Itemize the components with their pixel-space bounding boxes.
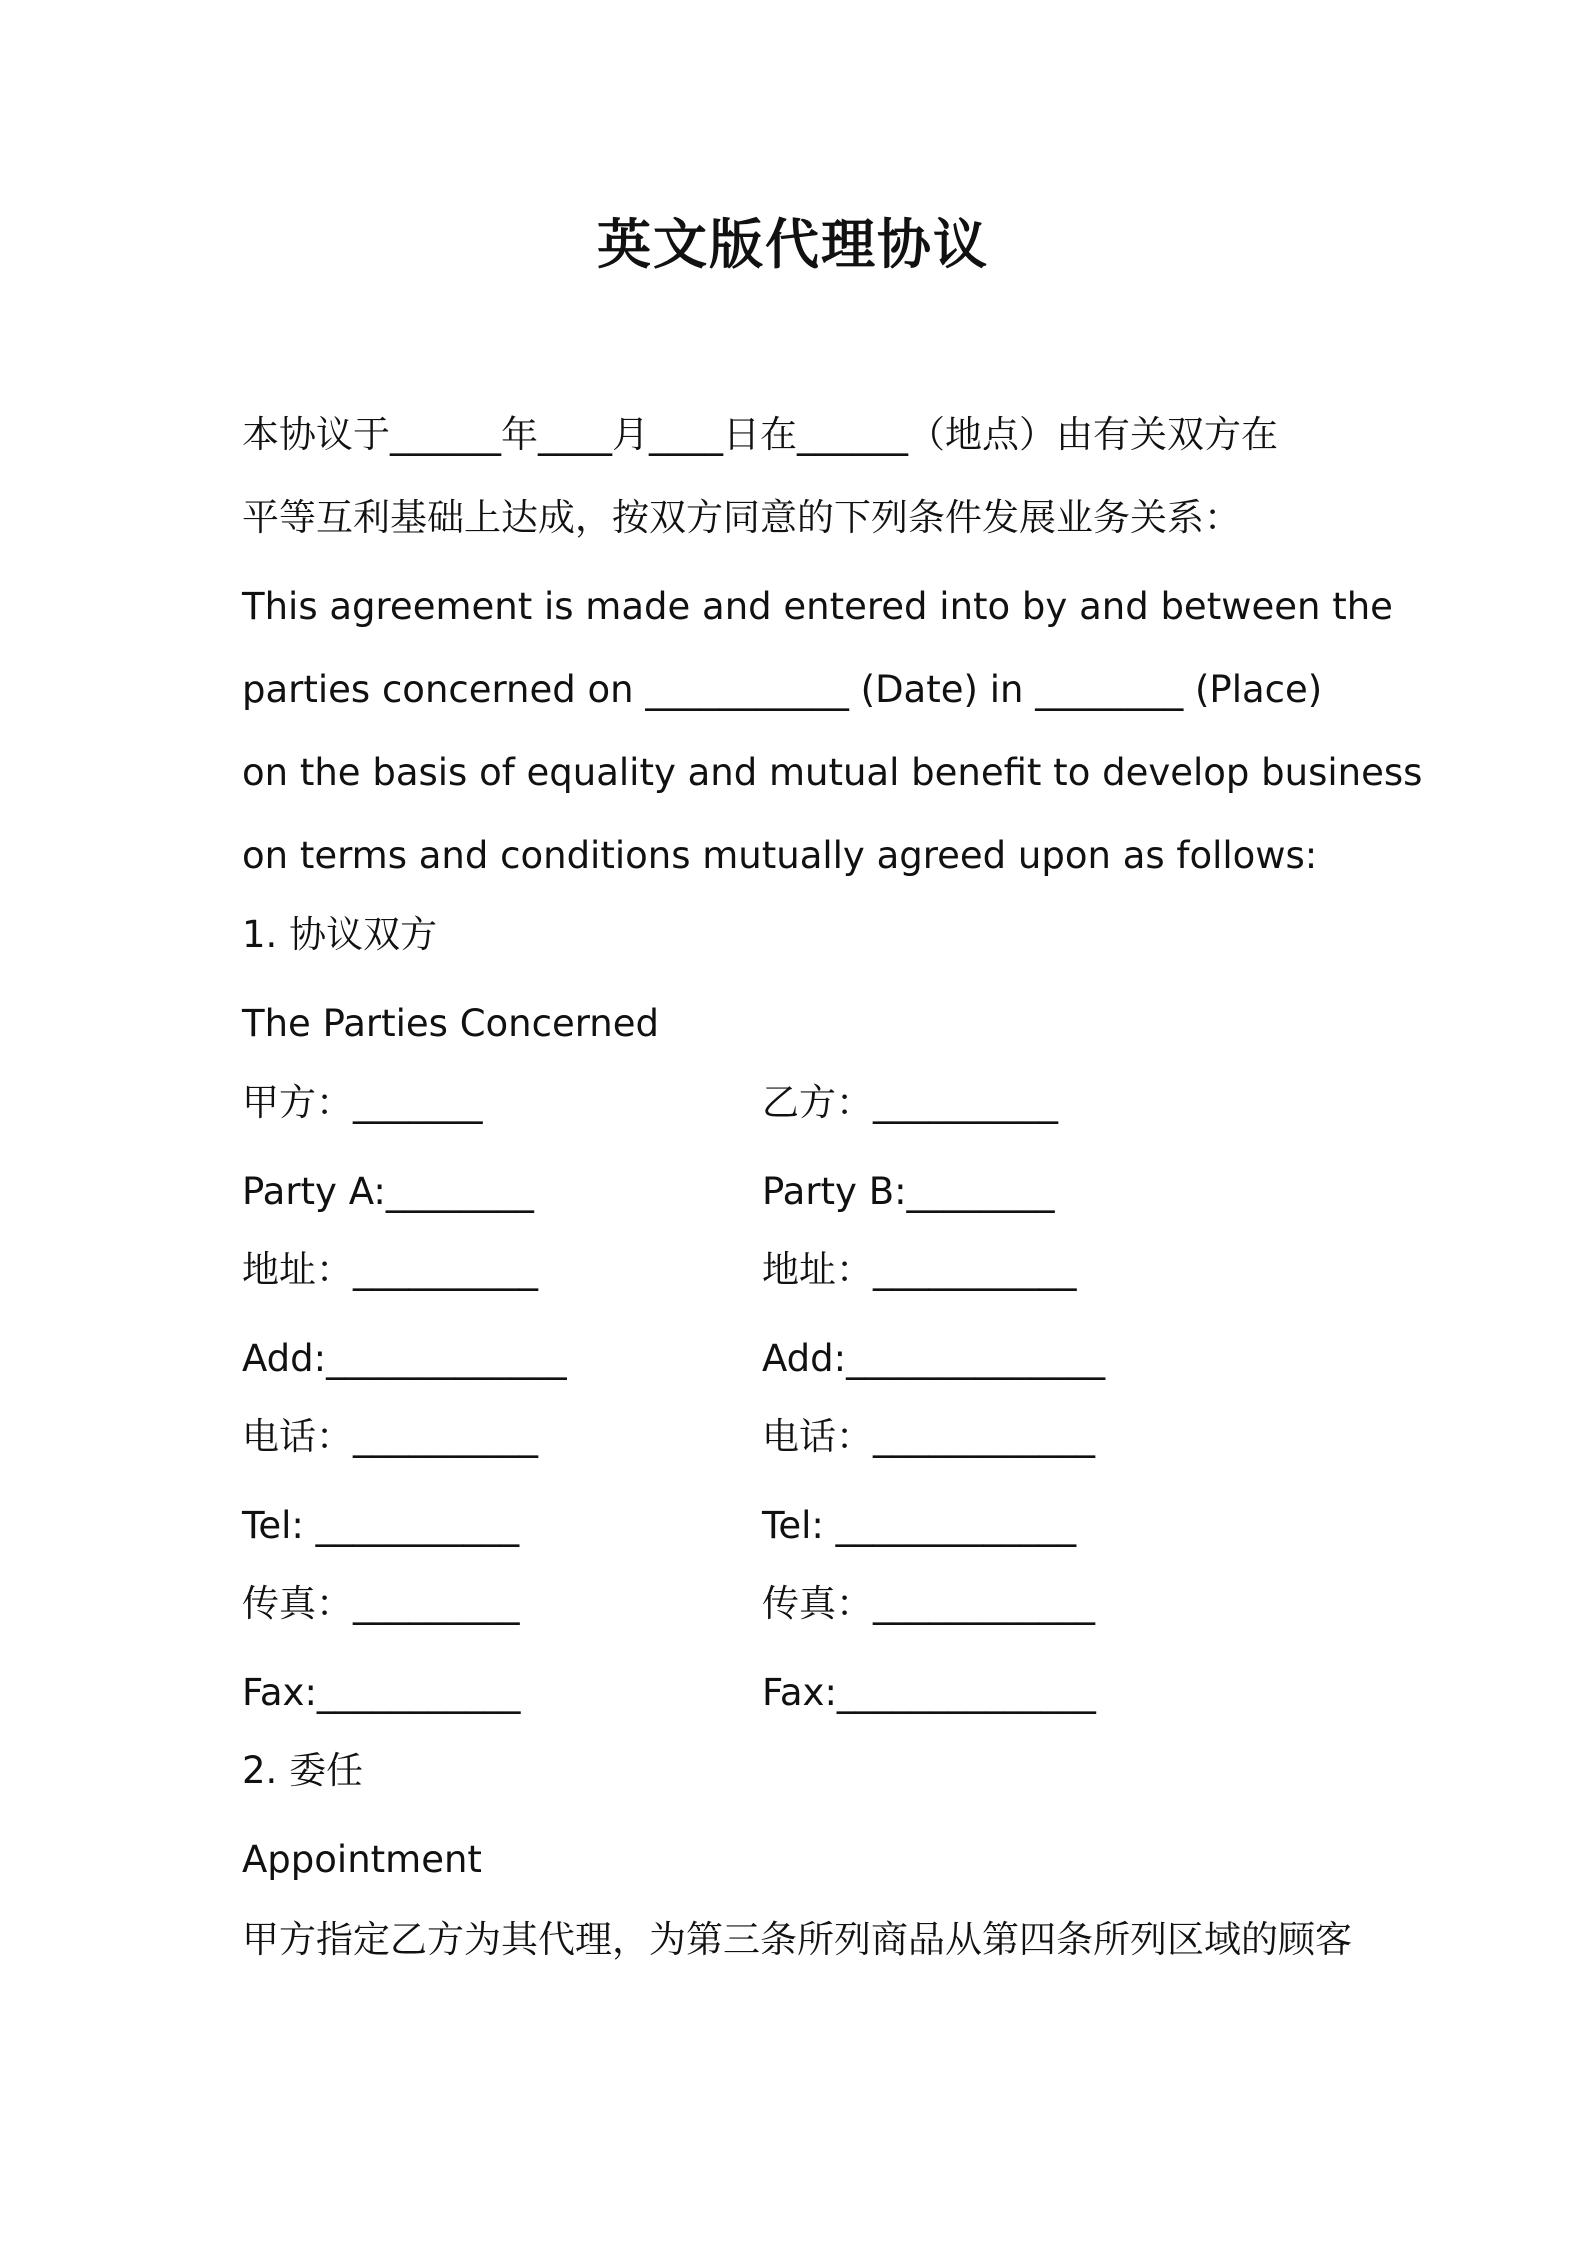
party-b-phone: 电话：____________ — [762, 1415, 1095, 1458]
party-a-phone: 电话：__________ — [242, 1415, 538, 1458]
intro-en-line-3: on the basis of equality and mutual benefit to develop business — [242, 751, 1423, 794]
party-a-tel-en: Tel: ___________ — [242, 1504, 520, 1547]
party-a-fax-en: Fax:___________ — [242, 1671, 521, 1714]
party-b-name: 乙方：__________ — [762, 1081, 1058, 1124]
intro-cn-line-2: 平等互利基础上达成，按双方同意的下列条件发展业务关系： — [242, 496, 1241, 539]
party-b-fax: 传真：____________ — [762, 1582, 1095, 1625]
intro-cn-line-1: 本协议于______年____月____日在______（地点）由有关双方在 — [242, 413, 1278, 456]
party-b-tel-en: Tel: _____________ — [762, 1504, 1077, 1547]
party-b-name-en: Party B:________ — [762, 1170, 1055, 1213]
section1-heading-cn: 1. 协议双方 — [242, 913, 438, 956]
intro-en-line-1: This agreement is made and entered into by and between the — [242, 585, 1393, 628]
party-b-address-en: Add:______________ — [762, 1337, 1106, 1380]
party-a-name: 甲方：_______ — [242, 1081, 483, 1124]
party-a-address: 地址：__________ — [242, 1248, 538, 1291]
intro-en-line-4: on terms and conditions mutually agreed upon as follows: — [242, 834, 1318, 877]
party-b-address: 地址：___________ — [762, 1248, 1077, 1291]
party-b-fax-en: Fax:______________ — [762, 1671, 1096, 1714]
section2-heading-cn: 2. 委任 — [242, 1749, 364, 1792]
section2-body-cn: 甲方指定乙方为其代理，为第三条所列商品从第四条所列区域的顾客 — [242, 1918, 1352, 1961]
intro-en-line-2: parties concerned on ___________ (Date) in ________ (Place) — [242, 668, 1323, 711]
party-a-address-en: Add:_____________ — [242, 1337, 567, 1380]
party-a-fax: 传真：_________ — [242, 1582, 520, 1625]
party-a-name-en: Party A:________ — [242, 1170, 534, 1213]
document-title: 英文版代理协议 — [597, 213, 989, 276]
section1-heading-en: The Parties Concerned — [242, 1002, 659, 1045]
section2-heading-en: Appointment — [242, 1838, 482, 1881]
